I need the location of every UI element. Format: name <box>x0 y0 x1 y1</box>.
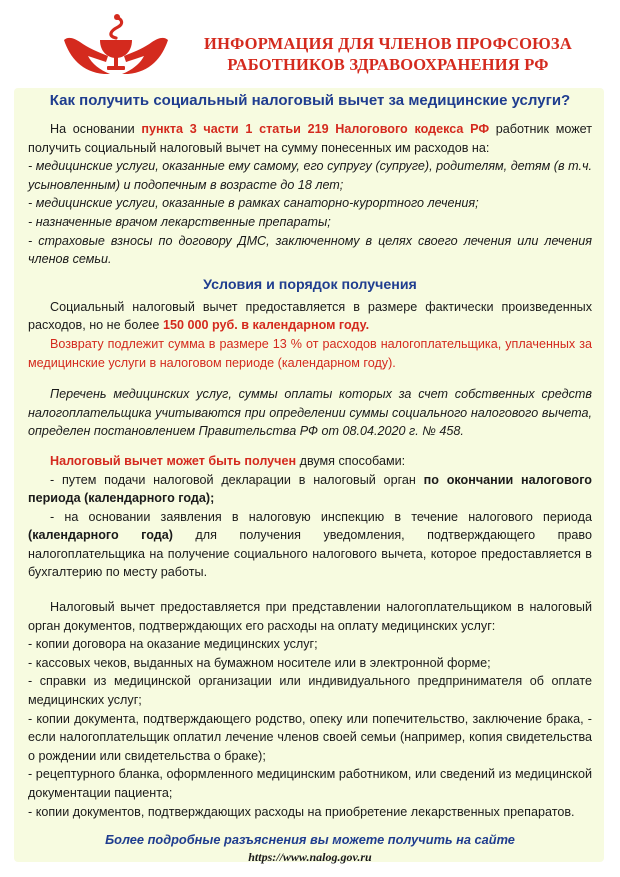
method-2-rest: для получения уведомления, подтверждающего право налогоплательщика на получение социального налогового вычета, которое предоставляется в бухгалтерию по месту работы. <box>28 528 592 580</box>
method-application <box>28 508 592 582</box>
org-line-2: РАБОТНИКОВ ЗДРАВООХРАНЕНИЯ РФ <box>227 55 549 74</box>
expense-item: - назначенные врачом лекарственные препараты; <box>28 214 331 229</box>
document-item: - рецептурного бланка, оформленного медицинским работником, или сведений из медицинской документации пациента; <box>28 767 592 800</box>
method-1-bold: по окончании налогового периода (календарного года); <box>28 472 592 506</box>
organization-title <box>178 33 598 75</box>
expense-item: - медицинские услуги, оказанные ему самому, его супругу (супруге), родителям, детям (в т.ч. усыновленным) и подопечным в возрасте до 18 лет; <box>28 159 592 192</box>
page-title: Как получить социальный налоговый вычет за медицинские услуги? <box>49 92 571 109</box>
services-list-note: Перечень медицинских услуг, суммы оплаты которых за счет собственных средств налогоплательщика учитываются при определении суммы социального налогового вычета, определен постановлением Правительства РФ от 08.04.2020 г. № 458. <box>28 387 592 439</box>
expense-item: - страховые взносы по договору ДМС, заключенному в целях своего лечения или лечения членов семьи. <box>28 233 592 267</box>
expense-item: - медицинские услуги, оказанные в рамках санаторно-курортного лечения; <box>28 196 479 211</box>
method-declaration <box>28 471 592 508</box>
org-line-1: ИНФОРМАЦИЯ ДЛЯ ЧЛЕНОВ ПРОФСОЮЗА <box>204 34 572 53</box>
header <box>0 0 620 88</box>
document-item: - копии договора на оказание медицинских услуг; <box>28 637 318 652</box>
document-item: - кассовых чеков, выданных на бумажном носителе или в электронной форме; <box>28 655 491 670</box>
methods-lead <box>28 452 592 471</box>
footer-note: Более подробные разъяснения вы можете получить на сайте <box>105 832 515 848</box>
content <box>28 88 592 866</box>
intro-paragraph <box>28 120 592 157</box>
method-2-bold: (календарного года) <box>28 528 173 543</box>
document-item: - копии документов, подтверждающих расходы на приобретение лекарственных препаратов. <box>28 804 575 819</box>
footer-url[interactable]: https://www.nalog.gov.ru <box>248 850 372 865</box>
limit-text: Социальный налоговый вычет предоставляется в размере фактически произведенных расходов, но не более <box>28 299 592 333</box>
methods-lead-rest: двумя способами: <box>296 453 406 468</box>
document-item: - справки из медицинской организации или индивидуального предпринимателя об оплате медицинских услуг; <box>28 674 592 708</box>
refund-paragraph: Возврату подлежит сумма в размере 13 % от расходов налогоплательщика, уплаченных за медицинские услуги в налоговом периоде (календарном году). <box>28 336 592 370</box>
expenses-list <box>28 157 592 269</box>
conditions-heading: Условия и порядок получения <box>203 276 417 293</box>
method-1-text: - путем подачи налоговой декларации в налоговый орган <box>50 472 424 487</box>
documents-list <box>28 635 592 821</box>
limit-paragraph <box>28 298 592 335</box>
caduceus-hands-icon <box>60 10 172 82</box>
intro-pre: На основании <box>50 122 142 136</box>
documents-intro: Налоговый вычет предоставляется при представлении налогоплательщиком в налоговый орган документов, подтверждающих его расходы на оплату медицинских услуг: <box>28 600 592 633</box>
limit-amount: 150 000 руб. в календарном году. <box>162 318 370 333</box>
document-item: - копии документа, подтверждающего родство, опеку или попечительство, заключение брака, - если налогоплательщик оплатил лечение членов своей семьи (например, копия свидетельства о рождении или свидетельства о браке); <box>28 711 592 763</box>
law-reference: пункта 3 части 1 статьи 219 Налогового кодекса РФ <box>141 122 490 136</box>
intro-post: работник может получить социальный налоговый вычет на сумму понесенных им расходов на: <box>28 122 593 155</box>
methods-lead-red: Налоговый вычет может быть получен <box>50 453 297 468</box>
method-2-text: - на основании заявления в налоговую инспекцию в течение налогового периода <box>50 509 592 524</box>
